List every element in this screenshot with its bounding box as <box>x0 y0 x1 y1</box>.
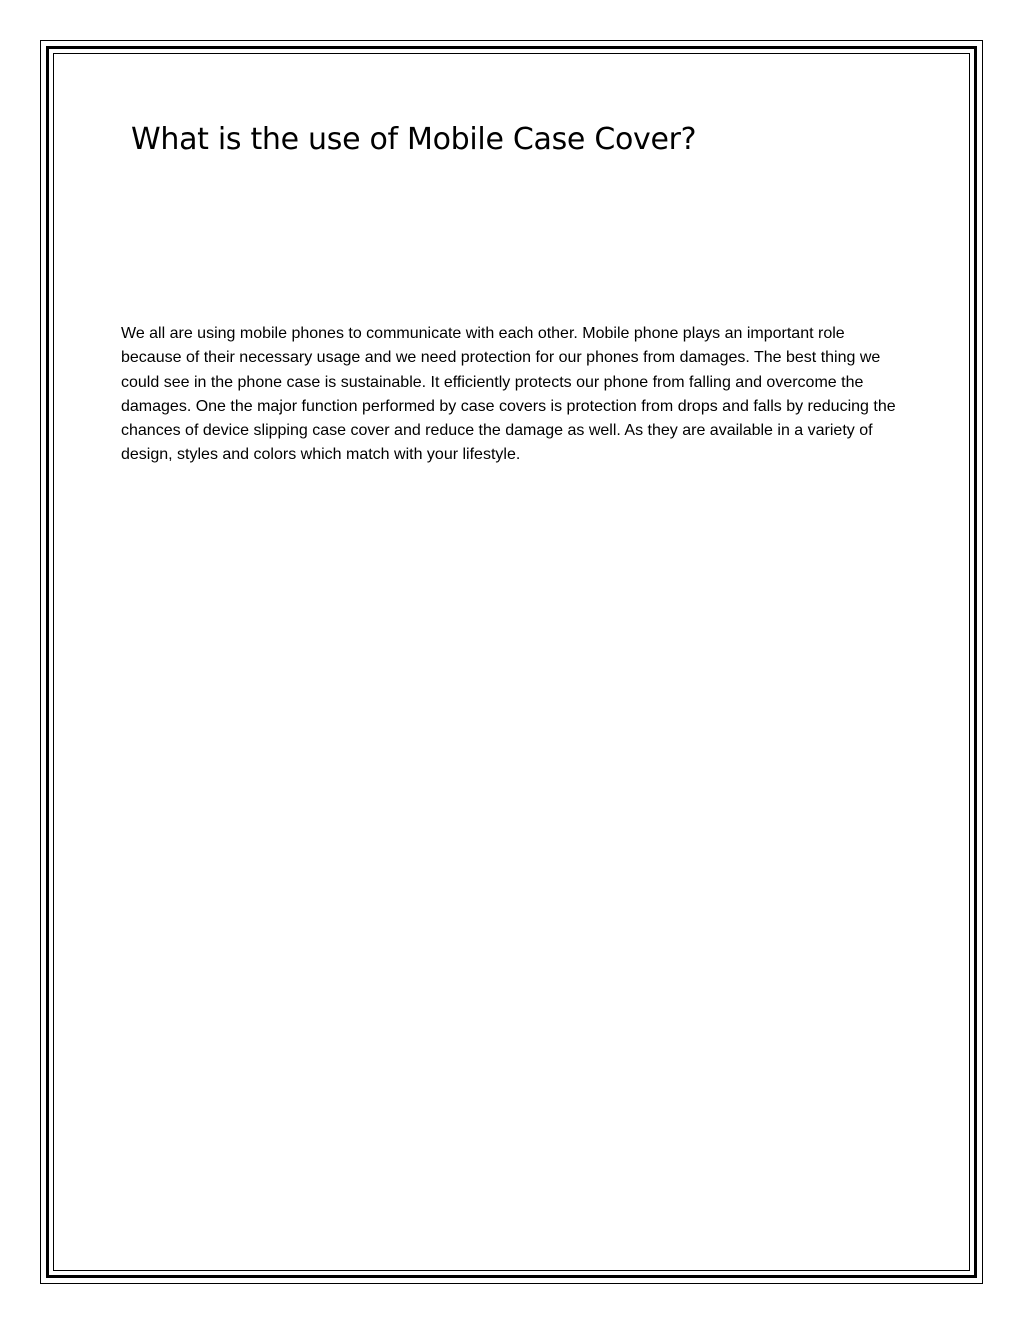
page-border-inner <box>53 53 970 1271</box>
document-body-paragraph: We all are using mobile phones to communicate with each other. Mobile phone plays an important role because of their necessary usage and we need protection for our phones from damages. The best thing we could see in the phone case is sustainable. It efficiently protects our phone from falling and overcome the damages. One the major function performed by case covers is protection from drops and falls by reducing the chances of device slipping case cover and reduce the damage as well. As they are available in a variety of design, styles and colors which match with your lifestyle. <box>121 325 896 464</box>
document-title: What is the use of Mobile Case Cover? <box>131 122 697 157</box>
